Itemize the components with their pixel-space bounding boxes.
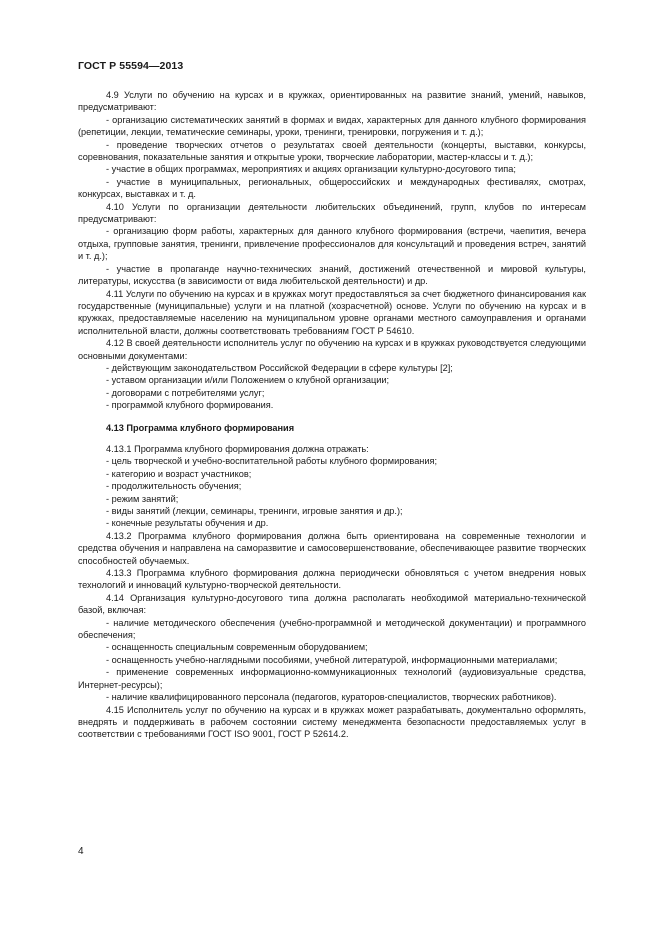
paragraph-4-10: 4.10 Услуги по организации деятельности любительских объединений, групп, клубов по интересам предусматривают: (78, 201, 586, 225)
list-item: - продолжительность обучения; (106, 481, 242, 492)
list-item: - категорию и возраст участников; (106, 468, 252, 479)
list-item: - оснащенность специальным современным оборудованием; (106, 642, 368, 653)
list-item: - договорами с потребителями услуг; (106, 387, 265, 398)
list-item: - проведение творческих отчетов о результатах своей деятельности (концерты, выставки, конкурсы, соревнования, показательные занятия и открытые уроки, творческие лаборатории, мастер-классы и т. д.); (78, 139, 586, 163)
paragraph-4-11: 4.11 Услуги по обучению на курсах и в кружках могут предоставляться за счет бюджетного финансирования как государственные (муниципальные) услуги и на платной (хозрасчетной) основе. Услуги по обучению на курсах и в кружках, предоставляемые населению на муниципальном уровне органами местного самоуправления и органами исполнительной власти, должны соответствовать требованиям ГОСТ Р 54610. (78, 288, 586, 336)
paragraph-4-13-1: 4.13.1 Программа клубного формирования должна отражать: (106, 443, 369, 454)
paragraph-4-15: 4.15 Исполнитель услуг по обучению на курсах и в кружках может разрабатывать, документально оформлять, внедрять и поддерживать в рабочем состоянии систему менеджмента безопасности предоставляемых услуг в соответствии с требованиями ГОСТ ISO 9001, ГОСТ Р 52614.2. (78, 704, 586, 740)
paragraph-4-13-3: 4.13.3 Программа клубного формирования должна периодически обновляться с учетом внедрения новых технологий и инноваций культурно-творческой деятельности. (78, 568, 586, 591)
list-item: - цель творческой и учебно-воспитательной работы клубного формирования; (106, 456, 438, 467)
document-body (78, 89, 586, 741)
document-header-title: ГОСТ Р 55594—2013 (78, 60, 184, 72)
page-number: 4 (78, 846, 84, 857)
list-item: - наличие методического обеспечения (учебно-программной и методической документации) и программного обеспечения; (78, 617, 586, 641)
list-item: - организацию форм работы, характерных для данного клубного формирования (встречи, чаепития, вечера отдыха, групповые занятия, тренинги, привлечение профессионалов для консультаций и проведения встреч, занятий и т. д.); (78, 226, 586, 262)
list-item: - программой клубного формирования. (106, 400, 274, 411)
list-item: - виды занятий (лекции, семинары, тренинги, игровые занятия и др.); (106, 506, 403, 516)
list-item: - организацию систематических занятий в формах и видах, характерных для данного клубного формирования (репетиции, лекции, тематические семинары, уроки, тренинги, тренировки, погружения и т. д.); (78, 114, 586, 138)
list-item: - участие в общих программах, мероприятиях и акциях организации культурно-досугового типа; (106, 164, 516, 175)
list-item: - применение современных информационно-коммуникационных технологий (аудиовизуальные средства, Интернет-ресурсы); (78, 667, 586, 690)
list-item: - участие в пропаганде научно-технических знаний, достижений отечественной и мировой культуры, литературы, искусства (в зависимости от вида любительской деятельности) и др. (78, 263, 586, 287)
list-item: - уставом организации и/или Положением о клубной организации; (106, 375, 390, 386)
list-item: - участие в муниципальных, региональных, общероссийских и международных фестивалях, смотрах, конкурсах, выставках и т. д. (78, 176, 586, 200)
list-item: - наличие квалифицированного персонала (педагогов, кураторов-специалистов, творческих работников). (106, 692, 557, 703)
paragraph-4-12: 4.12 В своей деятельности исполнитель услуг по обучению на курсах и в кружках руководствуется следующими основными документами: (78, 338, 586, 361)
section-heading-4-13: 4.13 Программа клубного формирования (106, 422, 295, 433)
list-item: - режим занятий; (106, 493, 179, 504)
paragraph-4-13-2: 4.13.2 Программа клубного формирования должна быть ориентирована на современные технологии и средства обучения и направлена на саморазвитие и самосовершенствование, обеспечивающее развитие творческих способностей обучаемых. (78, 530, 586, 566)
list-item: - действующим законодательством Российской Федерации в сфере культуры [2]; (106, 362, 453, 373)
list-item: - конечные результаты обучения и др. (106, 518, 269, 529)
list-item: - оснащенность учебно-наглядными пособиями, учебной литературой, информационными материалами; (106, 654, 558, 665)
paragraph-4-14: 4.14 Организация культурно-досугового типа должна располагать необходимой материально-технической базой, включая: (78, 592, 586, 616)
paragraph-4-9: 4.9 Услуги по обучению на курсах и в кружках, ориентированных на развитие знаний, умений, навыков, предусматривают: (78, 90, 586, 113)
